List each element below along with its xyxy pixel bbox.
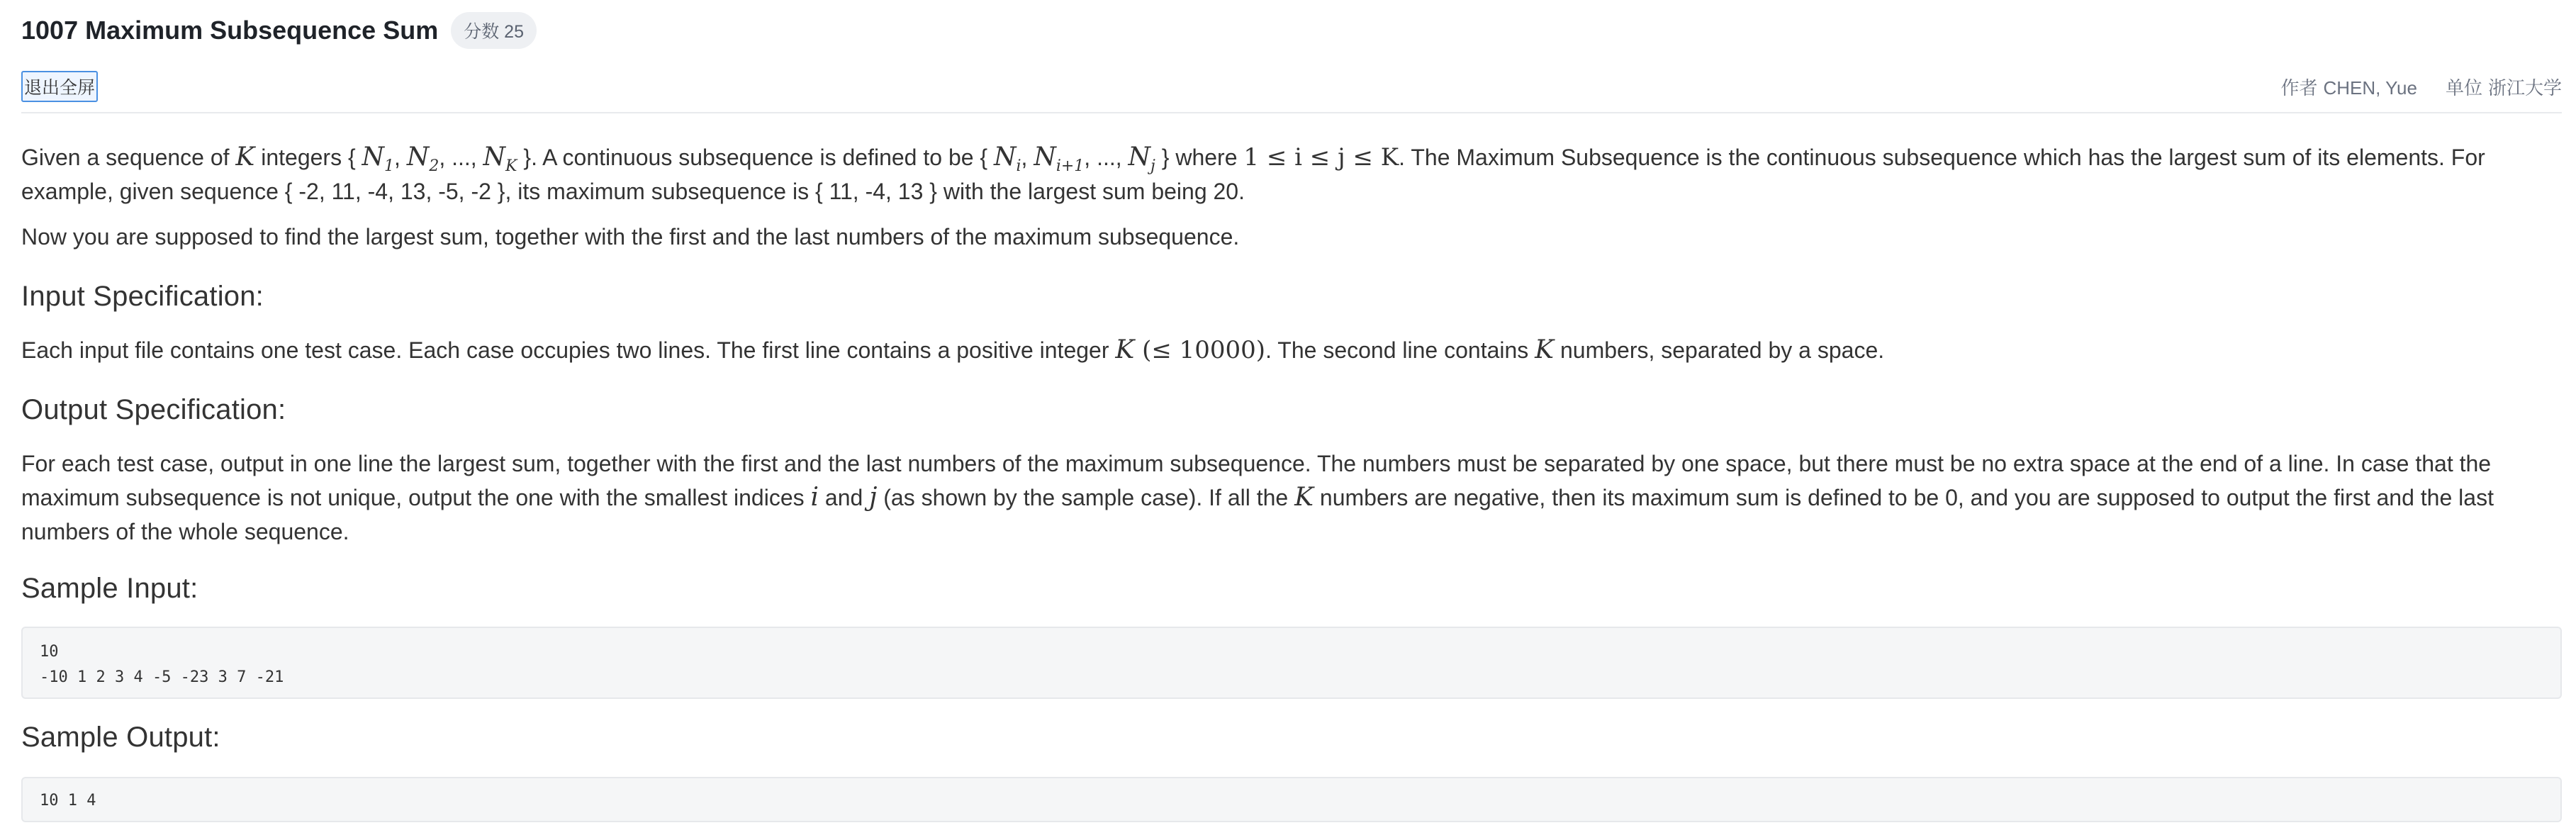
math-i: i [810,483,819,512]
math-n: N [406,142,430,172]
text-segment: } where [1155,145,1244,170]
text-segment: numbers are negative, then its maximum sum is defined to be 0, and you are supposed to output the first and the last numbers of the whole sequence. [21,485,2494,544]
sample-output-heading: Sample Output: [21,722,220,753]
problem-toolbar [21,61,2562,113]
math-inequality: 1 ≤ i ≤ j ≤ K [1243,143,1399,172]
text-segment: ..., [452,145,483,170]
text-segment: integers { [254,145,362,170]
problem-title: 1007 Maximum Subsequence Sum [21,16,439,45]
math-k: K [235,142,255,172]
problem-meta [2280,74,2562,100]
text-segment: Given a sequence of [21,145,236,170]
exit-fullscreen-button[interactable]: 退出全屏 [21,71,98,102]
math-n: N [994,142,1017,172]
text-segment: numbers, separated by a space. [1554,337,1885,363]
description-paragraph-2: Now you are supposed to find the largest sum, together with the first and the last numbers of the maximum subsequence. [21,224,1240,250]
sample-output-code[interactable]: 10 1 4 [21,777,2562,822]
input-spec-paragraph [21,333,2562,367]
text-segment: For each test case, output in one line the largest sum, together with the first and the last numbers of the maximum subsequence. The numbers must be separated by one space, but there must be no extra space at the end of a line. In case that the maximum subsequence is not unique, output the one with the smallest indices [21,451,2492,510]
math-n: N [1034,142,1056,172]
text-segment: , [394,145,407,170]
problem-header [21,0,2562,61]
problem-description [21,113,2562,822]
output-spec-heading: Output Specification: [21,394,286,425]
organization-label: 单位 [2445,77,2482,99]
math-subscript: i [1016,157,1021,175]
score-badge: 分数 25 [451,12,537,49]
author-label: 作者 [2280,77,2318,99]
description-paragraph-1 [21,140,2562,208]
math-n: N [362,142,385,172]
math-j: j [869,483,878,512]
author-value: CHEN, Yue [2323,77,2417,99]
math-k: K [1535,335,1555,364]
text-segment: . The second line contains [1265,337,1535,363]
text-segment: , [439,145,452,170]
author-info [2280,74,2417,100]
math-k: K [1294,483,1314,512]
text-segment: , [1084,145,1097,170]
math-n: N [1128,142,1151,172]
input-spec-heading: Input Specification: [21,281,264,312]
sample-input-heading: Sample Input: [21,573,198,604]
text-segment: and [819,485,870,510]
text-segment: , [1021,145,1034,170]
math-n: N [483,142,506,172]
math-subscript: K [505,157,517,175]
output-spec-paragraph [21,447,2562,549]
text-segment: . The Maximum Subsequence is the continuous subsequence which has the largest sum of its elements. For example, given sequence { -2, 11, -4, 13, -5, -2 }, its maximum subsequence is { 11, -4, 13 } with the largest sum being 20. [21,145,2485,204]
text-segment: Each input file contains one test case. Each case occupies two lines. The first line contains a positive integer [21,337,1116,363]
math-subscript: j [1150,157,1155,175]
sample-input-code[interactable]: 10 -10 1 2 3 4 -5 -23 3 7 -21 [21,627,2562,699]
organization-value: 浙江大学 [2487,77,2562,99]
math-subscript: 1 [384,157,395,175]
math-subscript: i+1 [1055,157,1085,175]
text-segment: }. A continuous subsequence is defined to be { [517,145,994,170]
problem-page [21,0,2562,822]
math-bound: (≤ 10000) [1134,336,1266,364]
organization-info [2446,74,2562,100]
math-subscript: 2 [429,157,439,175]
text-segment: (as shown by the sample case). If all the [877,485,1295,510]
text-segment: ..., [1097,145,1129,170]
math-k: K [1115,335,1135,364]
